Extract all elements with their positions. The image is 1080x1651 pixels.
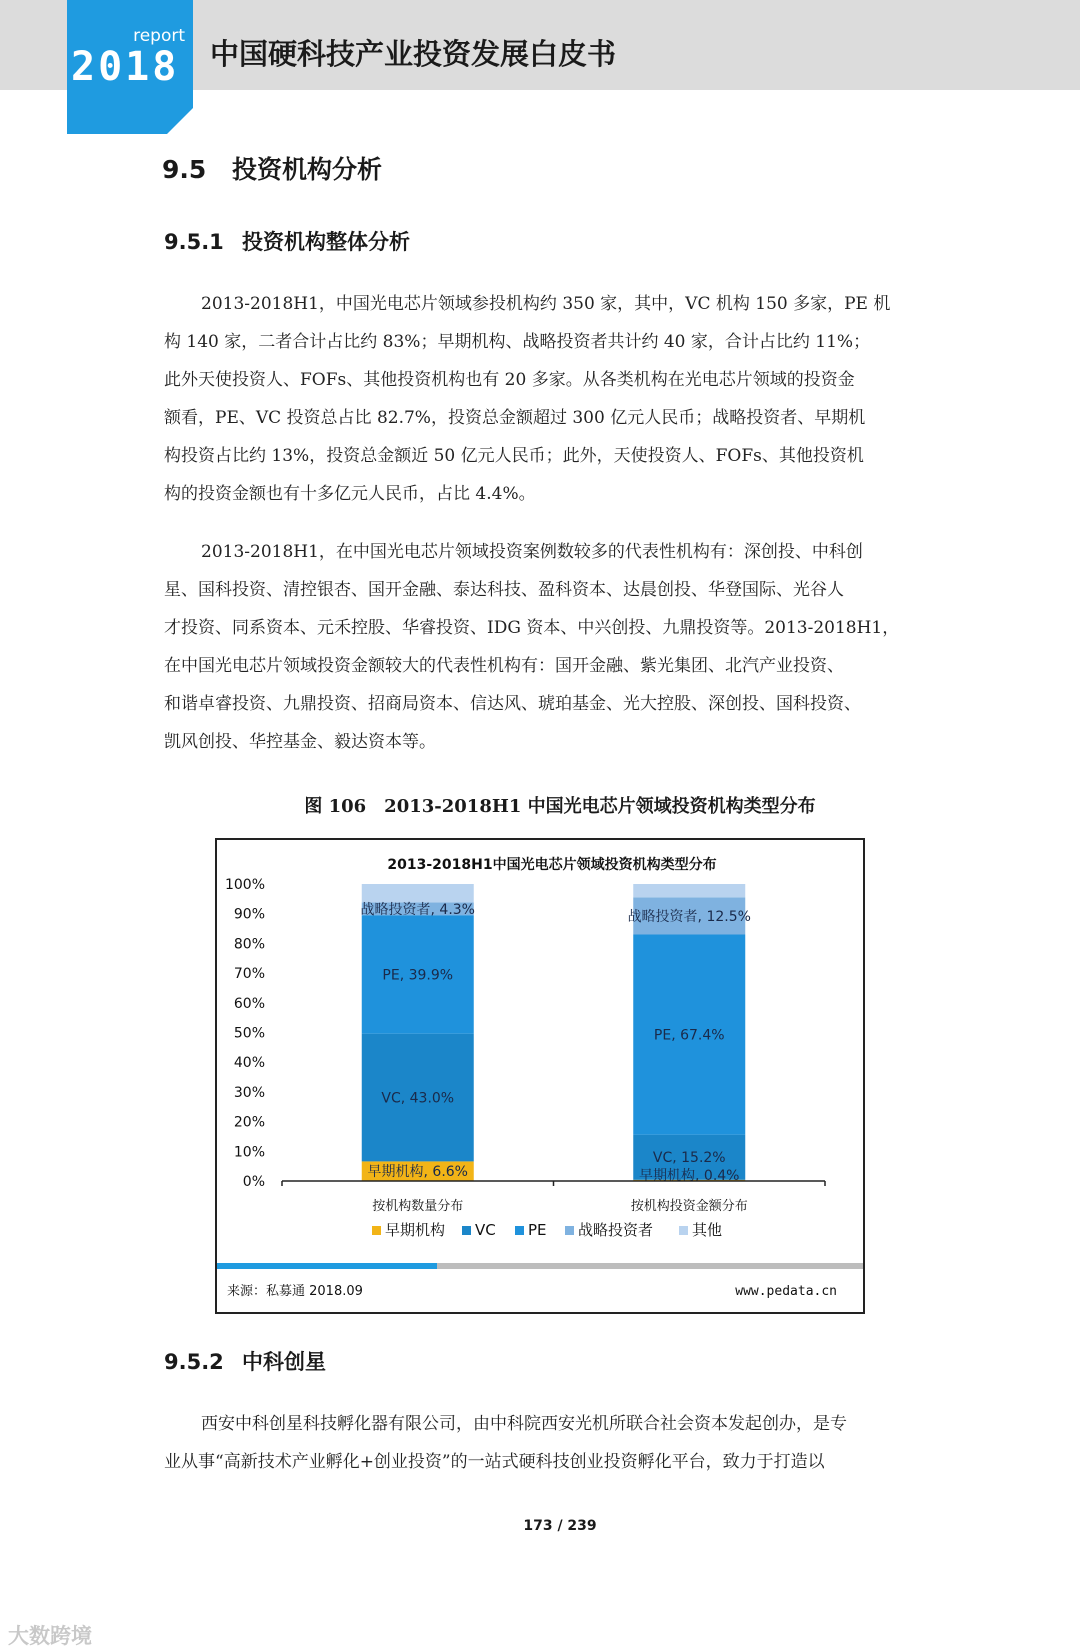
x-tick-label: 按机构数量分布	[372, 1199, 464, 1214]
legend-label: 其他	[692, 1221, 723, 1239]
paragraph-3	[164, 1405, 918, 1481]
bar-segment	[362, 884, 474, 902]
data-label: VC, 43.0%	[381, 1090, 455, 1107]
data-label: 战略投资者, 4.3%	[360, 901, 475, 918]
y-tick-label: 100%	[224, 877, 265, 893]
paragraph-line: 构 140 家，二者合计占比约 83%；早期机构、战略投资者共计约 40 家，合计占比约 11%；	[164, 332, 871, 352]
y-tick-label: 30%	[233, 1084, 265, 1101]
legend-swatch	[372, 1226, 381, 1235]
watermark-text: 大数跨境	[8, 1624, 92, 1648]
chart-website: www.pedata.cn	[735, 1284, 837, 1299]
y-tick-label: 80%	[233, 936, 265, 953]
bar-stacks	[361, 884, 751, 1184]
y-tick-label: 20%	[233, 1114, 265, 1131]
paragraph-line: 才投资、同系资本、元禾控股、华睿投资、IDG 资本、中兴创投、九鼎投资等。2013-2018H1，	[164, 618, 900, 638]
paragraph-2	[164, 533, 918, 761]
paragraph-line: 星、国科投资、清控银杏、国开金融、泰达科技、盈科资本、达晨创投、华登国际、光谷人	[164, 580, 844, 600]
x-axis	[282, 1181, 825, 1214]
legend-swatch	[462, 1226, 471, 1235]
y-tick-label: 50%	[233, 1025, 265, 1042]
y-tick-label: 90%	[233, 906, 265, 923]
bar-segment	[633, 884, 745, 897]
y-tick-label: 40%	[233, 1055, 265, 1072]
x-tick-label: 按机构投资金额分布	[630, 1199, 748, 1214]
logo-corner-fold	[167, 108, 193, 134]
data-label: 早期机构, 6.6%	[367, 1164, 468, 1181]
paragraph-line: 额看，PE、VC 投资总占比 82.7%，投资总金额超过 300 亿元人民币；战略投资者、早期机	[164, 408, 866, 428]
data-label: 早期机构, 0.4%	[639, 1168, 740, 1184]
subsection-heading-1	[164, 226, 410, 256]
paragraph-line: 此外天使投资人、FOFs、其他投资机构也有 20 多家。从各类机构在光电芯片领域的投资金	[164, 370, 855, 390]
subsection-number: 9.5.2	[164, 1350, 224, 1374]
paragraph-line: 和谐卓睿投资、九鼎投资、招商局资本、信达风、琥珀基金、光大控股、深创投、国科投资、	[164, 694, 861, 714]
y-tick-label: 10%	[233, 1144, 265, 1161]
paragraph-line: 2013-2018H1，在中国光电芯片领域投资案例数较多的代表性机构有：深创投、中科创	[201, 542, 863, 562]
subsection-title: 中科创星	[242, 1350, 326, 1374]
y-axis	[225, 877, 265, 1190]
legend-label: VC	[475, 1221, 496, 1239]
chart-container	[215, 838, 865, 1314]
data-label: PE, 39.9%	[382, 967, 454, 984]
y-tick-label: 70%	[233, 966, 265, 983]
subsection-number: 9.5.1	[164, 230, 224, 254]
paragraph-line: 构的投资金额也有十多亿元人民币，占比 4.4%。	[164, 484, 536, 504]
section-number: 9.5	[162, 155, 207, 184]
y-tick-label: 0%	[242, 1174, 265, 1190]
data-label: 战略投资者, 12.5%	[627, 908, 751, 925]
subsection-title: 投资机构整体分析	[242, 230, 410, 254]
paragraph-line: 构投资占比约 13%，投资总金额近 50 亿元人民币；此外，天使投资人、FOFs、其他投资机	[164, 446, 864, 466]
paragraph-line: 凯风创投、华控基金、毅达资本等。	[164, 732, 436, 752]
chart-legend	[372, 1221, 722, 1239]
paragraph-1	[164, 285, 918, 513]
y-tick-label: 60%	[233, 995, 265, 1012]
stacked-bar-chart	[217, 840, 863, 1312]
page-number: 173 / 239	[523, 1518, 597, 1534]
data-label: VC, 15.2%	[652, 1150, 726, 1167]
figure-caption: 图 106 2013-2018H1 中国光电芯片领域投资机构类型分布	[304, 796, 816, 817]
paragraph-line: 西安中科创星科技孵化器有限公司，由中科院西安光机所联合社会资本发起创办，是专	[201, 1414, 847, 1434]
legend-swatch	[679, 1226, 688, 1235]
source-bar-grey	[437, 1263, 863, 1269]
legend-swatch	[515, 1226, 524, 1235]
logo-report-text: report	[133, 26, 185, 46]
legend-swatch	[565, 1226, 574, 1235]
paragraph-line: 业从事“高新技术产业孵化+创业投资”的一站式硬科技创业投资孵化平台，致力于打造以	[164, 1452, 825, 1472]
legend-label: PE	[528, 1221, 547, 1239]
book-title: 中国硬科技产业投资发展白皮书	[210, 37, 617, 71]
chart-source: 来源：私募通 2018.09	[227, 1284, 363, 1299]
data-label: PE, 67.4%	[653, 1027, 725, 1044]
logo-year-text: 2018	[71, 44, 180, 90]
chart-title: 2013-2018H1中国光电芯片领域投资机构类型分布	[387, 857, 717, 873]
source-bar-accent	[217, 1263, 437, 1269]
legend-label: 战略投资者	[578, 1221, 654, 1239]
legend-label: 早期机构	[385, 1221, 446, 1239]
section-heading	[162, 150, 382, 186]
subsection-heading-2	[164, 1346, 326, 1376]
paragraph-line: 2013-2018H1，中国光电芯片领域参投机构约 350 家，其中，VC 机构 150 多家，PE 机	[201, 294, 891, 314]
section-title: 投资机构分析	[232, 155, 383, 184]
report-2018-logo	[67, 0, 193, 134]
paragraph-line: 在中国光电芯片领域投资金额较大的代表性机构有：国开金融、紫光集团、北汽产业投资、	[164, 656, 844, 676]
